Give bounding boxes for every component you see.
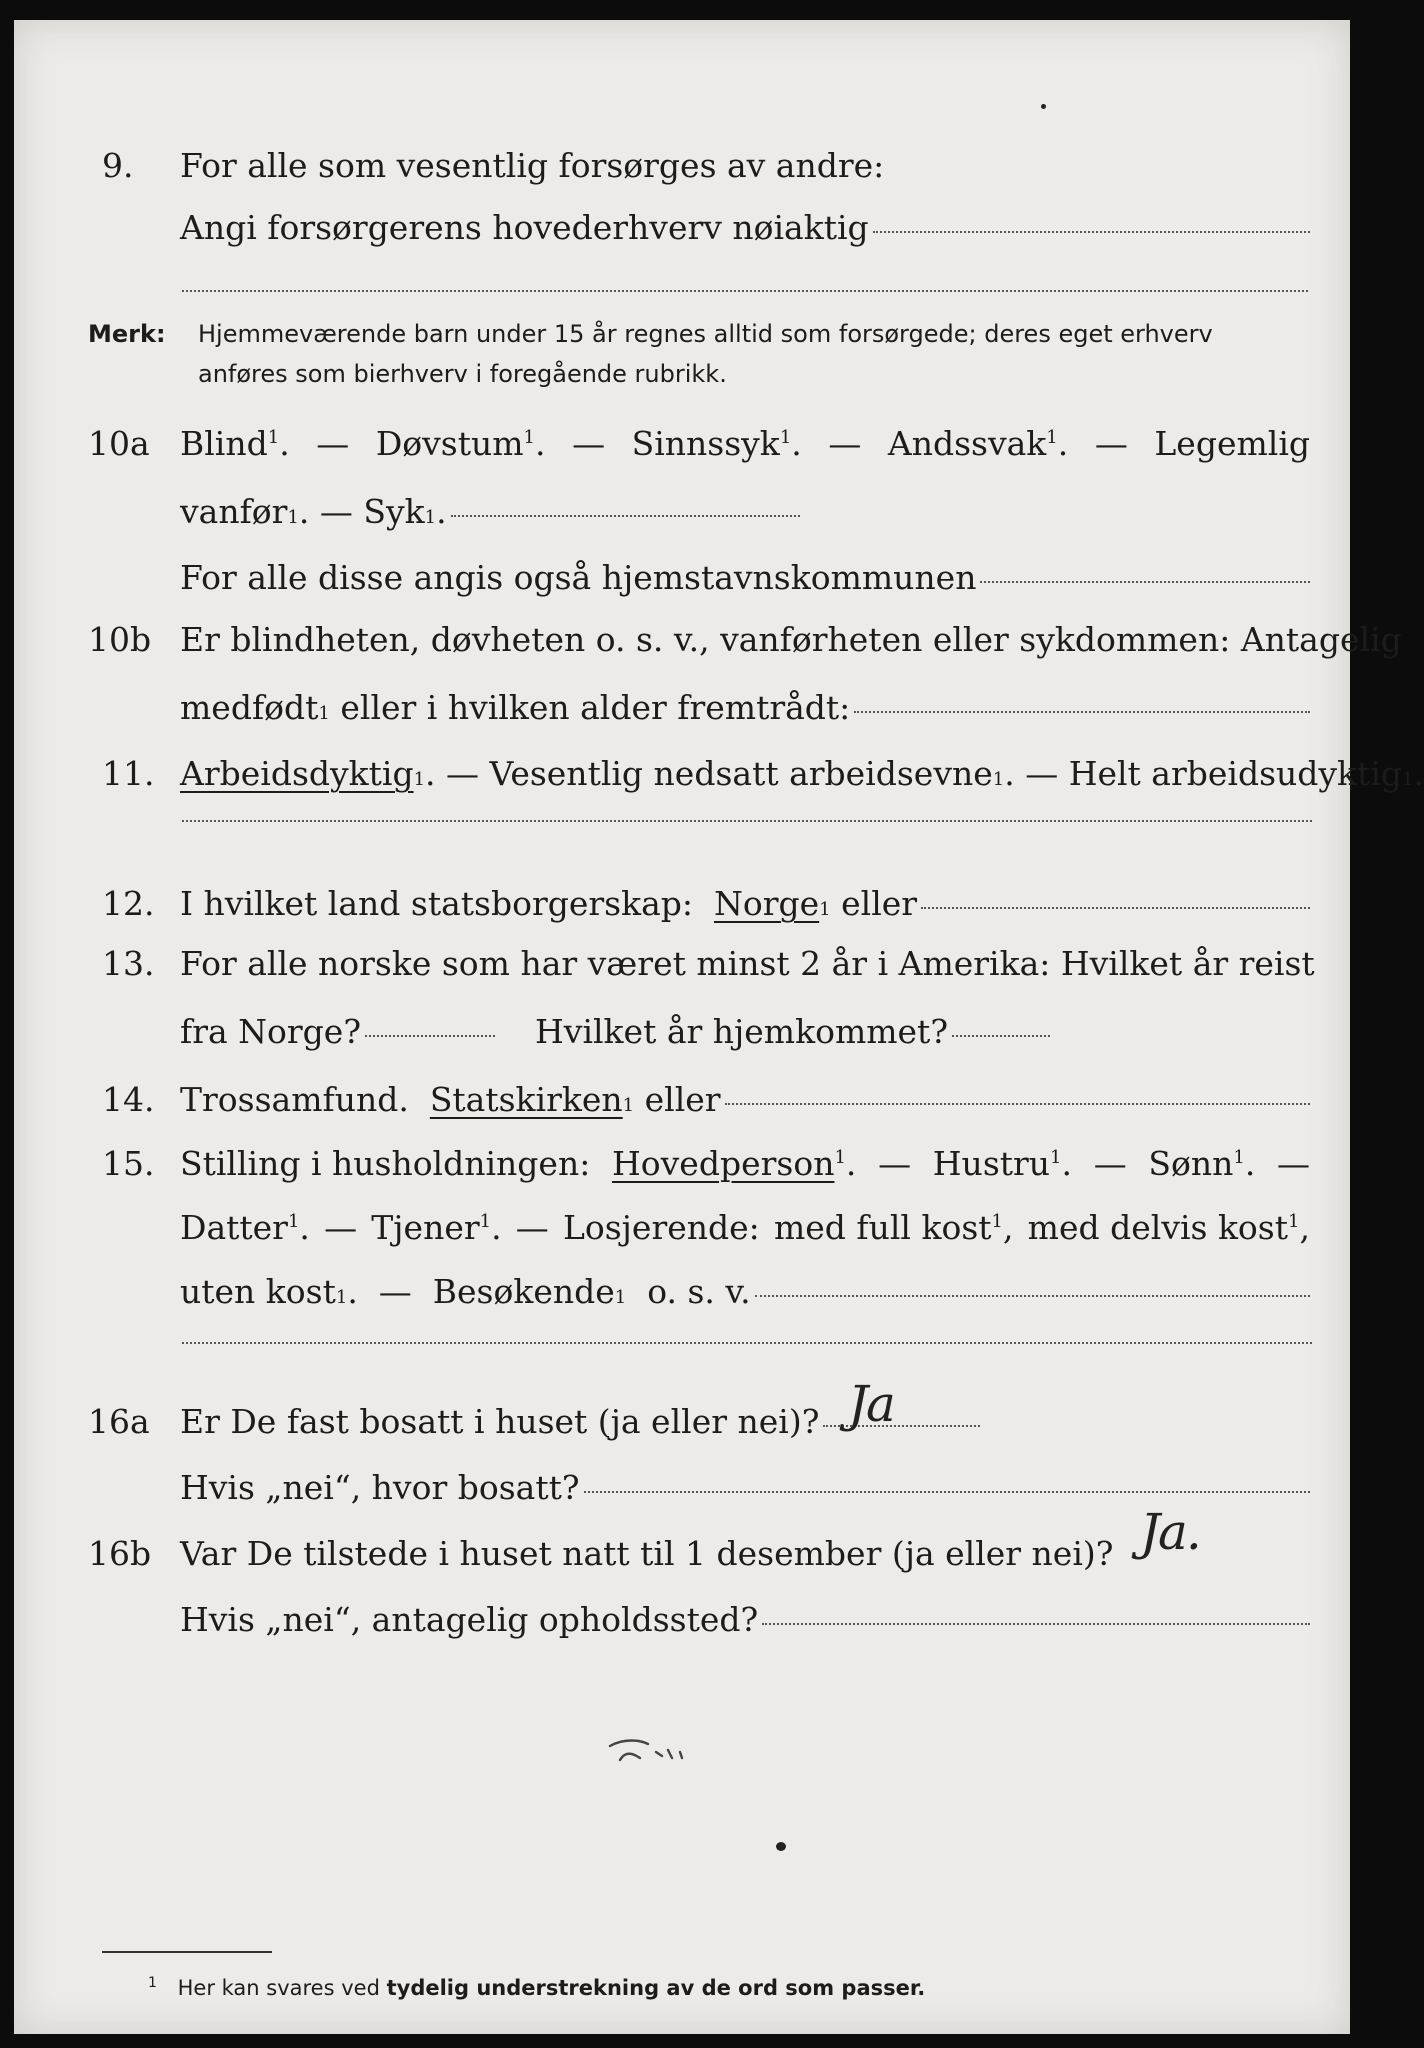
question-number: 9.: [102, 146, 134, 185]
option-medfodt[interactable]: medfødt: [180, 688, 319, 727]
question-text: Hvis „nei“, hvor bosatt?: [180, 1468, 580, 1507]
footnote: $^1$ Her kan svares ved tydelig understrekning av de ord som passer.: [148, 1975, 926, 2000]
question-text: Hvis „nei“, antagelig opholdssted?: [180, 1600, 759, 1639]
option-uten-kost[interactable]: uten kost: [180, 1272, 336, 1311]
option-losjerende: Losjerende:: [562, 1208, 760, 1247]
question-number: 15.: [102, 1144, 155, 1183]
answer-line[interactable]: [182, 290, 1308, 292]
pencil-mark-icon: [604, 1730, 694, 1770]
question-text: Trossamfund.: [180, 1080, 409, 1119]
option-hustru[interactable]: Hustru: [932, 1144, 1051, 1183]
footnote-rule: [102, 1951, 272, 1953]
question-number: 14.: [102, 1080, 155, 1119]
question-text: For alle norske som har været minst 2 år i Amerika: Hvilket år reist: [180, 944, 1315, 983]
answer-line[interactable]: [182, 1342, 1312, 1344]
option-datter[interactable]: Datter: [180, 1208, 288, 1247]
option-tjener[interactable]: Tjener: [371, 1208, 480, 1247]
answer-line[interactable]: [365, 1035, 495, 1037]
question-text: Stilling i husholdningen:: [180, 1144, 591, 1183]
ink-dot: [776, 1842, 786, 1851]
answer-line[interactable]: [182, 820, 1312, 822]
answer-line[interactable]: [823, 1425, 980, 1427]
option-udyktig[interactable]: Helt arbeidsudyktig: [1068, 754, 1402, 793]
answer-line[interactable]: [952, 1035, 1050, 1037]
handwritten-answer: Ja: [848, 1375, 894, 1433]
census-form-page: 9. For alle som vesentlig forsørges av andre: Angi forsørgerens hovederhverv nøiaktig Merk: Hjemmeværende barn under 15 år regnes alltid som forsørgede; deres eget erhverv anføres som bierhverv i foregående rubrikk. 10a Blind$^1$. — Døvstum$^1$. — Sinnssyk$^1$. — Andssvak$^1$. — Legemlig vanfør 1 . — Syk 1 . For alle disse angis også hjemstavnskommunen 10b Er blindheten, døvheten o. s. v., vanførheten eller sykdommen: Antagelig medfødt 1 eller i hvilken alder fremtrådt: 11. Arbeidsdyktig 1 . — Vesentlig nedsatt arbeidsevne 1 . — Helt arbeidsudyktig 1 . 12. I hvilket land statsborgerskap: Norge 1 eller 13. For alle norske som har været minst 2 år i Amerika: Hvilket år reist fra Norge? Hvilket år hjemkommet? 14. Trossamfund. Statskirken 1 eller 15. Stilling i husholdningen: Hovedperson$^1$. — Hustru$^1$. — Sønn$^1$. — Datter$^1$. — Tjener$^1$. — Losjerende: med full kost$^1$, med delvis kost$^1$, uten kost 1 . — Besøkende 1 o. s. v. 16a Er De fast bosatt i huset (ja eller nei)? Ja Hvis „nei“, hvor bosatt? 16b Var De tilstede i huset natt til 1 desember (ja eller nei)? Ja. Hvis „nei“, antagelig opholdssted? $^1$ Her kan svares ved tydelig understrekning av de ord som passer.: [14, 20, 1350, 2034]
question-text: eller i hvilken alder fremtrådt:: [340, 688, 851, 727]
answer-line[interactable]: [755, 1295, 1310, 1297]
option-full-kost[interactable]: med full kost: [773, 1208, 992, 1247]
question-text: For alle disse angis også hjemstavnskommunen: [180, 558, 977, 597]
option-vanfor[interactable]: vanfør: [180, 492, 288, 531]
note-label: Merk:: [88, 320, 166, 348]
option-nedsatt[interactable]: Vesentlig nedsatt arbeidsevne: [489, 754, 993, 793]
answer-line[interactable]: [451, 515, 800, 517]
option-legemlig[interactable]: Legemlig: [1154, 424, 1310, 463]
option-statskirken-selected[interactable]: Statskirken: [429, 1080, 623, 1119]
option-norge-selected[interactable]: Norge: [714, 884, 820, 923]
option-andssvak[interactable]: Andssvak: [887, 424, 1047, 463]
question-text: Er De fast bosatt i huset (ja eller nei)?: [180, 1402, 820, 1441]
question-number: 10b: [88, 620, 152, 659]
ink-dot: [1041, 104, 1046, 109]
question-text: For alle som vesentlig forsørges av andre:: [180, 146, 885, 185]
note-text: anføres som bierhverv i foregående rubrikk.: [198, 360, 727, 388]
option-besokende[interactable]: Besøkende: [432, 1272, 615, 1311]
option-hovedperson-selected[interactable]: Hovedperson: [612, 1144, 835, 1183]
question-number: 16b: [88, 1534, 152, 1573]
handwritten-answer: Ja.: [1140, 1503, 1200, 1561]
answer-line[interactable]: [854, 711, 1310, 713]
option-blind[interactable]: Blind: [180, 424, 268, 463]
question-text: Angi forsørgerens hovederhverv nøiaktig: [180, 208, 869, 247]
answer-line[interactable]: [584, 1491, 1310, 1493]
option-delvis-kost[interactable]: med delvis kost: [1027, 1208, 1288, 1247]
option-dovstum[interactable]: Døvstum: [375, 424, 524, 463]
question-text: Hvilket år hjemkommet?: [535, 1012, 949, 1051]
answer-line[interactable]: [921, 907, 1310, 909]
question-number: 12.: [102, 884, 155, 923]
answer-line[interactable]: [980, 581, 1310, 583]
note-text: Hjemmeværende barn under 15 år regnes alltid som forsørgede; deres eget erhverv: [198, 320, 1213, 348]
question-text: I hvilket land statsborgerskap:: [180, 884, 694, 923]
answer-line[interactable]: [873, 231, 1310, 233]
question-number: 10a: [88, 424, 150, 463]
option-sinnssyk[interactable]: Sinnssyk: [631, 424, 780, 463]
question-text: fra Norge?: [180, 1012, 362, 1051]
question-number: 11.: [102, 754, 155, 793]
question-text: Er blindheten, døvheten o. s. v., vanførheten eller sykdommen: Antagelig: [180, 620, 1402, 659]
option-arbeidsdyktig-selected[interactable]: Arbeidsdyktig: [180, 754, 414, 793]
answer-line[interactable]: [762, 1623, 1310, 1625]
answer-line[interactable]: [725, 1103, 1310, 1105]
option-sonn[interactable]: Sønn: [1148, 1144, 1234, 1183]
question-number: 13.: [102, 944, 155, 983]
option-syk[interactable]: Syk: [363, 492, 425, 531]
question-text: Var De tilstede i huset natt til 1 desember (ja eller nei)?: [180, 1534, 1114, 1573]
question-number: 16a: [88, 1402, 150, 1441]
